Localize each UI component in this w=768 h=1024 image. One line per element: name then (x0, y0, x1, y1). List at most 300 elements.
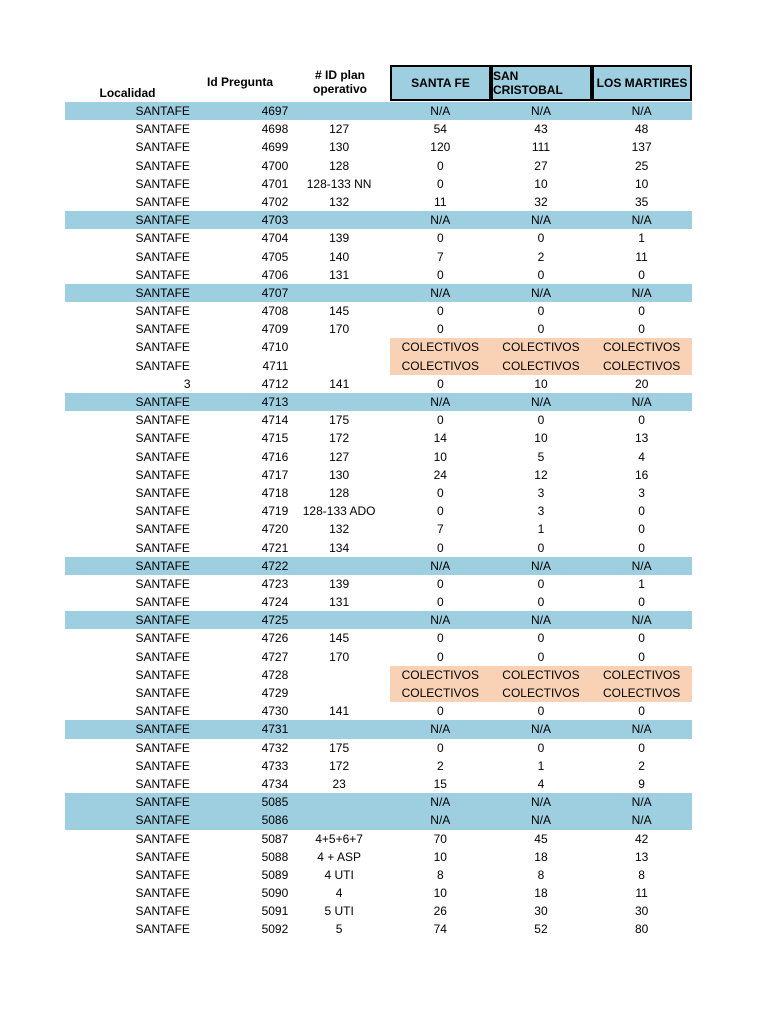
cell-id-pregunta: 4697 (261, 104, 289, 118)
cell-id-pregunta: 4733 (261, 758, 289, 773)
cell-id-pregunta: 4734 (261, 776, 289, 791)
cell-id-pregunta: 4712 (261, 376, 289, 391)
cell-value: 70 (433, 831, 447, 846)
cell-value: 42 (634, 831, 649, 846)
cell-value: 5 (537, 449, 545, 464)
cell-value: 9 (638, 776, 645, 791)
cell-id-plan: 131 (329, 267, 350, 282)
cell-localidad: SANTAFE (135, 595, 190, 610)
cell-id-pregunta: 4702 (261, 194, 289, 209)
cell-id-plan (288, 102, 390, 120)
cell-value: N/A (530, 613, 551, 628)
cell-value: 30 (634, 904, 649, 919)
table-row (65, 393, 692, 411)
cell-id-plan: 170 (329, 649, 350, 664)
cell-id-pregunta: 5087 (261, 831, 289, 846)
cell-id-plan (288, 793, 390, 811)
header-row (65, 64, 692, 102)
table-row (65, 466, 692, 484)
table-row (65, 175, 692, 193)
cell-value: 0 (537, 413, 545, 428)
cell-id-pregunta: 4714 (261, 413, 289, 428)
cell-id-pregunta: 4698 (261, 122, 289, 137)
cell-value: 1 (638, 576, 645, 591)
cell-id-plan: 172 (329, 758, 350, 773)
cell-id-plan: 175 (329, 413, 350, 428)
cell-value: 0 (537, 267, 545, 282)
cell-id-pregunta: 4707 (261, 285, 289, 300)
cell-value: N/A (430, 395, 451, 409)
cell-localidad: SANTAFE (135, 395, 190, 409)
cell-value: 4 (537, 776, 545, 791)
cell-value: N/A (631, 395, 652, 409)
cell-id-pregunta: 4726 (261, 631, 289, 646)
cell-value: N/A (530, 813, 551, 828)
cell-value: 7 (436, 522, 444, 537)
cell-localidad: SANTAFE (135, 431, 190, 446)
cell-value: 10 (433, 849, 447, 864)
cell-localidad: SANTAFE (135, 485, 190, 500)
table-row (65, 557, 692, 575)
cell-value: COLECTIVOS (390, 684, 491, 702)
cell-localidad: SANTAFE (135, 322, 190, 337)
cell-localidad: SANTAFE (135, 467, 190, 482)
cell-value: 14 (433, 431, 447, 446)
cell-value: 0 (537, 231, 545, 246)
cell-value: N/A (530, 213, 551, 228)
cell-id-plan: 128 (329, 158, 350, 173)
cell-id-plan (288, 684, 390, 702)
cell-localidad: SANTAFE (135, 449, 190, 464)
cell-id-pregunta: 4731 (261, 722, 289, 737)
cell-id-pregunta: 4699 (261, 140, 289, 155)
spreadsheet (65, 64, 692, 939)
cell-value: 120 (430, 140, 451, 155)
cell-id-pregunta: 4720 (261, 522, 289, 537)
cell-id-pregunta: 4732 (261, 740, 289, 755)
cell-id-pregunta: 5090 (261, 886, 289, 901)
cell-value: N/A (530, 104, 551, 118)
cell-value: 48 (634, 122, 649, 137)
cell-id-pregunta: 4711 (262, 358, 289, 373)
cell-id-pregunta: 4709 (261, 322, 289, 337)
cell-value: 16 (634, 467, 649, 482)
cell-localidad: SANTAFE (135, 267, 190, 282)
cell-value: 10 (534, 176, 548, 191)
cell-value: 11 (635, 249, 648, 264)
cell-id-plan: 140 (329, 249, 350, 264)
cell-value: 0 (436, 267, 444, 282)
cell-id-plan (288, 284, 390, 302)
cell-value: 35 (634, 194, 649, 209)
table-row (65, 539, 692, 557)
cell-value: 0 (537, 540, 545, 555)
cell-value: N/A (530, 795, 551, 810)
header-id-plan: # ID plan operativo (312, 68, 367, 96)
cell-value: 3 (537, 485, 545, 500)
cell-localidad: SANTAFE (135, 213, 190, 228)
cell-id-plan (288, 557, 390, 575)
cell-id-plan: 4+5+6+7 (315, 831, 363, 846)
cell-value: 0 (436, 231, 444, 246)
cell-value: 7 (436, 249, 444, 264)
cell-value: 137 (631, 140, 652, 155)
cell-id-plan: 141 (329, 376, 350, 391)
cell-localidad: 3 (183, 376, 191, 391)
cell-value: COLECTIVOS (491, 684, 592, 702)
cell-localidad: SANTAFE (135, 904, 190, 919)
cell-localidad: SANTAFE (135, 667, 190, 682)
cell-id-plan (288, 666, 390, 684)
cell-id-plan: 139 (329, 576, 350, 591)
cell-id-plan: 141 (329, 704, 350, 719)
cell-value: 0 (436, 595, 444, 610)
cell-id-pregunta: 4729 (261, 686, 289, 700)
cell-id-plan: 4 UTI (324, 867, 354, 882)
cell-value: 18 (534, 886, 548, 901)
cell-value: 8 (638, 867, 645, 882)
cell-value: 43 (534, 122, 548, 137)
cell-value: 0 (638, 413, 645, 428)
table-row (65, 593, 692, 611)
cell-value: N/A (430, 722, 451, 737)
cell-value: 0 (436, 304, 444, 319)
cell-id-plan (288, 357, 390, 375)
table-row (65, 757, 692, 775)
table-row (65, 338, 692, 356)
cell-id-pregunta: 4717 (261, 467, 289, 482)
table-row (65, 411, 692, 429)
cell-value: 2 (537, 249, 545, 264)
cell-value: 11 (635, 886, 648, 901)
table-row (65, 284, 692, 302)
cell-id-pregunta: 5089 (261, 867, 289, 882)
table-row (65, 848, 692, 866)
cell-value: COLECTIVOS (390, 338, 491, 356)
table-row (65, 266, 692, 284)
cell-id-plan: 170 (329, 322, 350, 337)
cell-value: N/A (631, 285, 652, 300)
table-row (65, 302, 692, 320)
cell-localidad: SANTAFE (135, 758, 190, 773)
table-row (65, 102, 692, 120)
cell-value: N/A (430, 795, 451, 810)
cell-value: 0 (537, 576, 545, 591)
cell-localidad: SANTAFE (135, 886, 190, 901)
cell-value: 0 (436, 504, 444, 519)
cell-value: N/A (530, 722, 551, 737)
cell-id-pregunta: 5091 (261, 904, 289, 919)
cell-id-plan (288, 338, 390, 356)
cell-value: N/A (430, 104, 451, 118)
cell-localidad: SANTAFE (135, 231, 190, 246)
cell-value: 10 (433, 886, 447, 901)
cell-value: 0 (638, 522, 645, 537)
cell-value: 0 (436, 158, 444, 173)
cell-id-plan: 132 (329, 194, 350, 209)
cell-id-plan: 131 (329, 595, 350, 610)
cell-value: 10 (433, 449, 447, 464)
cell-value: COLECTIVOS (591, 666, 692, 684)
cell-value: 0 (638, 740, 645, 755)
cell-value: 0 (638, 631, 645, 646)
cell-value: N/A (631, 795, 652, 810)
cell-id-plan: 127 (329, 449, 350, 464)
table-row (65, 211, 692, 229)
cell-value: 11 (434, 194, 447, 209)
cell-localidad: SANTAFE (135, 576, 190, 591)
cell-localidad: SANTAFE (135, 158, 190, 173)
cell-localidad: SANTAFE (135, 740, 190, 755)
cell-value: 0 (436, 576, 444, 591)
table-row (65, 811, 692, 829)
cell-id-plan (288, 811, 390, 829)
cell-value: N/A (430, 285, 451, 300)
cell-id-plan: 132 (329, 522, 350, 537)
table-row (65, 739, 692, 757)
cell-value: 0 (436, 704, 444, 719)
cell-id-pregunta: 4703 (261, 213, 289, 228)
cell-value: 0 (537, 740, 545, 755)
cell-value: N/A (631, 558, 652, 573)
cell-value: N/A (631, 213, 652, 228)
cell-id-plan: 145 (329, 304, 350, 319)
cell-value: 0 (638, 704, 645, 719)
table-body (65, 102, 692, 939)
cell-localidad: SANTAFE (135, 631, 190, 646)
cell-id-plan (288, 211, 390, 229)
table-row (65, 866, 692, 884)
cell-value: 0 (436, 540, 444, 555)
cell-value: 10 (634, 176, 649, 191)
table-row (65, 920, 692, 938)
cell-value: 0 (638, 304, 645, 319)
cell-localidad: SANTAFE (135, 140, 190, 155)
cell-value: 0 (537, 322, 545, 337)
cell-value: 0 (436, 649, 444, 664)
cell-localidad: SANTAFE (135, 867, 190, 882)
cell-id-plan: 130 (329, 140, 350, 155)
cell-id-plan (288, 720, 390, 738)
cell-value: 18 (534, 849, 548, 864)
cell-value: N/A (631, 104, 652, 118)
cell-id-pregunta: 4713 (261, 395, 289, 409)
table-row (65, 429, 692, 447)
cell-value: COLECTIVOS (591, 338, 692, 356)
cell-id-plan (288, 393, 390, 411)
table-row (65, 448, 692, 466)
cell-id-pregunta: 4725 (261, 613, 289, 628)
cell-value: 54 (433, 122, 447, 137)
cell-value: N/A (631, 722, 652, 737)
table-row (65, 484, 692, 502)
cell-id-plan: 128-133 ADO (302, 504, 376, 519)
table-row (65, 629, 692, 647)
table-row (65, 775, 692, 793)
cell-value: 80 (634, 922, 649, 937)
cell-value: 0 (436, 322, 444, 337)
cell-value: 0 (537, 595, 545, 610)
cell-id-plan: 175 (329, 740, 350, 755)
cell-id-pregunta: 4718 (261, 485, 289, 500)
cell-value: 0 (638, 540, 645, 555)
cell-id-plan: 172 (329, 431, 350, 446)
table-row (65, 193, 692, 211)
cell-localidad: SANTAFE (135, 795, 190, 810)
cell-value: 1 (638, 231, 645, 246)
cell-id-pregunta: 4715 (261, 431, 289, 446)
cell-id-pregunta: 4710 (261, 340, 289, 355)
table-row (65, 830, 692, 848)
cell-value: 2 (638, 758, 645, 773)
cell-localidad: SANTAFE (135, 176, 190, 191)
cell-id-pregunta: 4700 (261, 158, 289, 173)
table-row (65, 375, 692, 393)
cell-id-plan: 130 (329, 467, 350, 482)
cell-localidad: SANTAFE (135, 358, 190, 373)
cell-id-pregunta: 4705 (261, 249, 289, 264)
table-row (65, 684, 692, 702)
cell-localidad: SANTAFE (135, 686, 190, 700)
cell-id-plan: 128-133 NN (306, 176, 372, 191)
cell-id-pregunta: 4727 (261, 649, 289, 664)
cell-value: 0 (436, 176, 444, 191)
cell-value: 1 (537, 522, 545, 537)
cell-value: 10 (534, 431, 548, 446)
cell-value: 0 (436, 413, 444, 428)
cell-value: 0 (638, 267, 645, 282)
cell-id-pregunta: 4728 (261, 667, 289, 682)
table-row (65, 648, 692, 666)
cell-localidad: SANTAFE (135, 540, 190, 555)
cell-value: 0 (638, 504, 645, 519)
cell-value: COLECTIVOS (491, 357, 592, 375)
cell-value: 4 (638, 449, 645, 464)
cell-localidad: SANTAFE (135, 413, 190, 428)
cell-value: 0 (436, 485, 444, 500)
cell-localidad: SANTAFE (135, 285, 190, 300)
cell-id-plan: 23 (332, 776, 346, 791)
cell-value: 26 (433, 904, 447, 919)
cell-id-pregunta: 4716 (261, 449, 289, 464)
cell-id-pregunta: 4730 (261, 704, 289, 719)
cell-id-pregunta: 5086 (261, 813, 289, 828)
cell-id-pregunta: 4704 (261, 231, 289, 246)
cell-value: 2 (436, 758, 444, 773)
cell-value: 0 (638, 322, 645, 337)
cell-value: 15 (433, 776, 447, 791)
table-row (65, 611, 692, 629)
cell-localidad: SANTAFE (135, 813, 190, 828)
cell-value: 0 (638, 649, 645, 664)
table-row (65, 575, 692, 593)
cell-localidad: SANTAFE (135, 831, 190, 846)
cell-value: N/A (530, 558, 551, 573)
cell-value: 13 (634, 431, 649, 446)
header-id-pregunta: Id Pregunta (206, 75, 273, 89)
cell-value: 0 (537, 631, 545, 646)
cell-id-plan: 145 (329, 631, 350, 646)
cell-value: 25 (634, 158, 649, 173)
table-row (65, 793, 692, 811)
cell-value: N/A (430, 813, 451, 828)
cell-localidad: SANTAFE (135, 704, 190, 719)
cell-value: 45 (534, 831, 548, 846)
cell-id-plan: 127 (329, 122, 350, 137)
cell-localidad: SANTAFE (135, 504, 190, 519)
cell-id-plan: 4 (335, 886, 343, 901)
cell-value: 0 (537, 649, 545, 664)
cell-value: 0 (436, 740, 444, 755)
cell-localidad: SANTAFE (135, 194, 190, 209)
cell-value: 24 (433, 467, 447, 482)
cell-localidad: SANTAFE (135, 922, 190, 937)
cell-value: COLECTIVOS (491, 666, 592, 684)
cell-value: 20 (635, 376, 649, 391)
cell-id-plan: 5 UTI (324, 904, 354, 919)
cell-value: 0 (638, 595, 645, 610)
cell-value: 52 (534, 922, 548, 937)
cell-value: 12 (534, 467, 548, 482)
table-row (65, 248, 692, 266)
cell-value: 27 (534, 158, 548, 173)
cell-localidad: SANTAFE (135, 249, 190, 264)
cell-localidad: SANTAFE (135, 122, 190, 137)
cell-localidad: SANTAFE (135, 522, 190, 537)
cell-value: COLECTIVOS (591, 684, 692, 702)
header-san-cristobal: SAN CRISTOBAL (491, 65, 592, 101)
cell-value: COLECTIVOS (491, 338, 592, 356)
cell-id-plan: 128 (329, 485, 350, 500)
header-los-martires: LOS MARTIRES (592, 65, 692, 101)
cell-value: 10 (534, 376, 548, 391)
table-row (65, 702, 692, 720)
table-row (65, 902, 692, 920)
cell-value: 111 (531, 140, 551, 155)
cell-id-pregunta: 5092 (261, 922, 289, 937)
cell-id-pregunta: 4722 (261, 558, 289, 573)
cell-id-pregunta: 4701 (261, 176, 289, 191)
cell-value: 13 (634, 849, 649, 864)
cell-id-pregunta: 4706 (261, 267, 289, 282)
cell-value: 0 (436, 631, 444, 646)
cell-id-plan: 5 (335, 922, 343, 937)
table-row (65, 666, 692, 684)
cell-value: 8 (537, 867, 545, 882)
cell-localidad: SANTAFE (135, 104, 190, 118)
cell-value: N/A (530, 285, 551, 300)
table-row (65, 120, 692, 138)
cell-id-pregunta: 4724 (261, 595, 289, 610)
header-localidad: Localidad (99, 86, 156, 100)
cell-id-pregunta: 5088 (261, 849, 289, 864)
cell-localidad: SANTAFE (135, 613, 190, 628)
table-row (65, 884, 692, 902)
cell-value: 1 (537, 758, 545, 773)
table-row (65, 320, 692, 338)
cell-localidad: SANTAFE (135, 849, 190, 864)
cell-value: COLECTIVOS (390, 666, 491, 684)
cell-value: 8 (436, 867, 444, 882)
header-santa-fe: SANTA FE (390, 65, 491, 101)
table-row (65, 357, 692, 375)
cell-value: 30 (534, 904, 548, 919)
cell-localidad: SANTAFE (135, 558, 190, 573)
cell-localidad: SANTAFE (135, 722, 190, 737)
cell-value: N/A (631, 613, 652, 628)
cell-value: N/A (530, 395, 551, 409)
cell-localidad: SANTAFE (135, 340, 190, 355)
